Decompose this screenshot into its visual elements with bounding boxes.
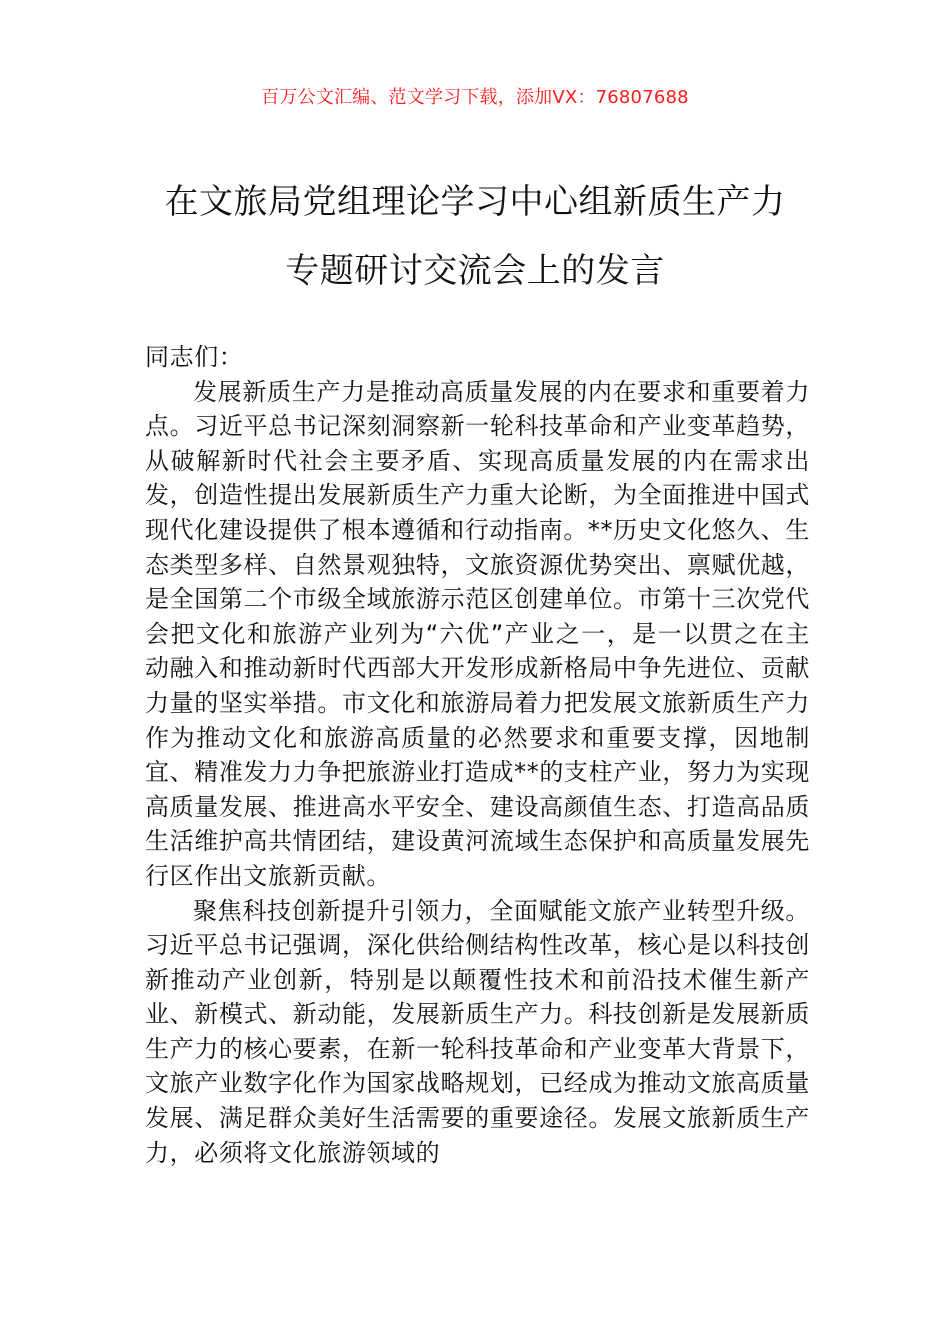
watermark-banner: 百万公文汇编、范文学习下载，添加VX：76807688 [261,87,689,108]
paragraph-1: 发展新质生产力是推动高质量发展的内在要求和重要着力点。习近平总书记深刻洞察新一轮科技革命和产业变革趋势，从破解新时代社会主要矛盾、实现高质量发展的内在需求出发，创造性提出发展新质生产力重大论断，为全面推进中国式现代化建设提供了根本遵循和行动指南。**历史文化悠久、生态类型多样、自然景观独特，文旅资源优势突出、禀赋优越，是全国第二个市级全域旅游示范区创建单位。市第十三次党代会把文化和旅游产业列为“六优”产业之一，是一以贯之在主动融入和推动新时代西部大开发形成新格局中争先进位、贡献力量的坚实举措。市文化和旅游局着力把发展文旅新质生产力作为推动文化和旅游高质量的必然要求和重要支撑，因地制宜、精准发力力争把旅游业打造成**的支柱产业，努力为实现高质量发展、推进高水平安全、建设高颜值生态、打造高品质生活维护高共情团结，建设黄河流域生态保护和高质量发展先行区作出文旅新贡献。 [145,377,810,890]
salutation: 同志们： [145,343,244,371]
document-body [145,340,810,1170]
document-title-line-1: 在文旅局党组理论学习中心组新质生产力 [164,182,786,222]
document-title-line-2: 专题研讨交流会上的发言 [285,251,665,291]
paragraph-2: 聚焦科技创新提升引领力，全面赋能文旅产业转型升级。习近平总书记强调，深化供给侧结构性改革，核心是以科技创新推动产业创新，特别是以颠覆性技术和前沿技术催生新产业、新模式、新动能，发展新质生产力。科技创新是发展新质生产力的核心要素，在新一轮科技革命和产业变革大背景下，文旅产业数字化作为国家战略规划，已经成为推动文旅高质量发展、满足群众美好生活需要的重要途径。发展文旅新质生产力，必须将文化旅游领域的 [145,896,810,1167]
